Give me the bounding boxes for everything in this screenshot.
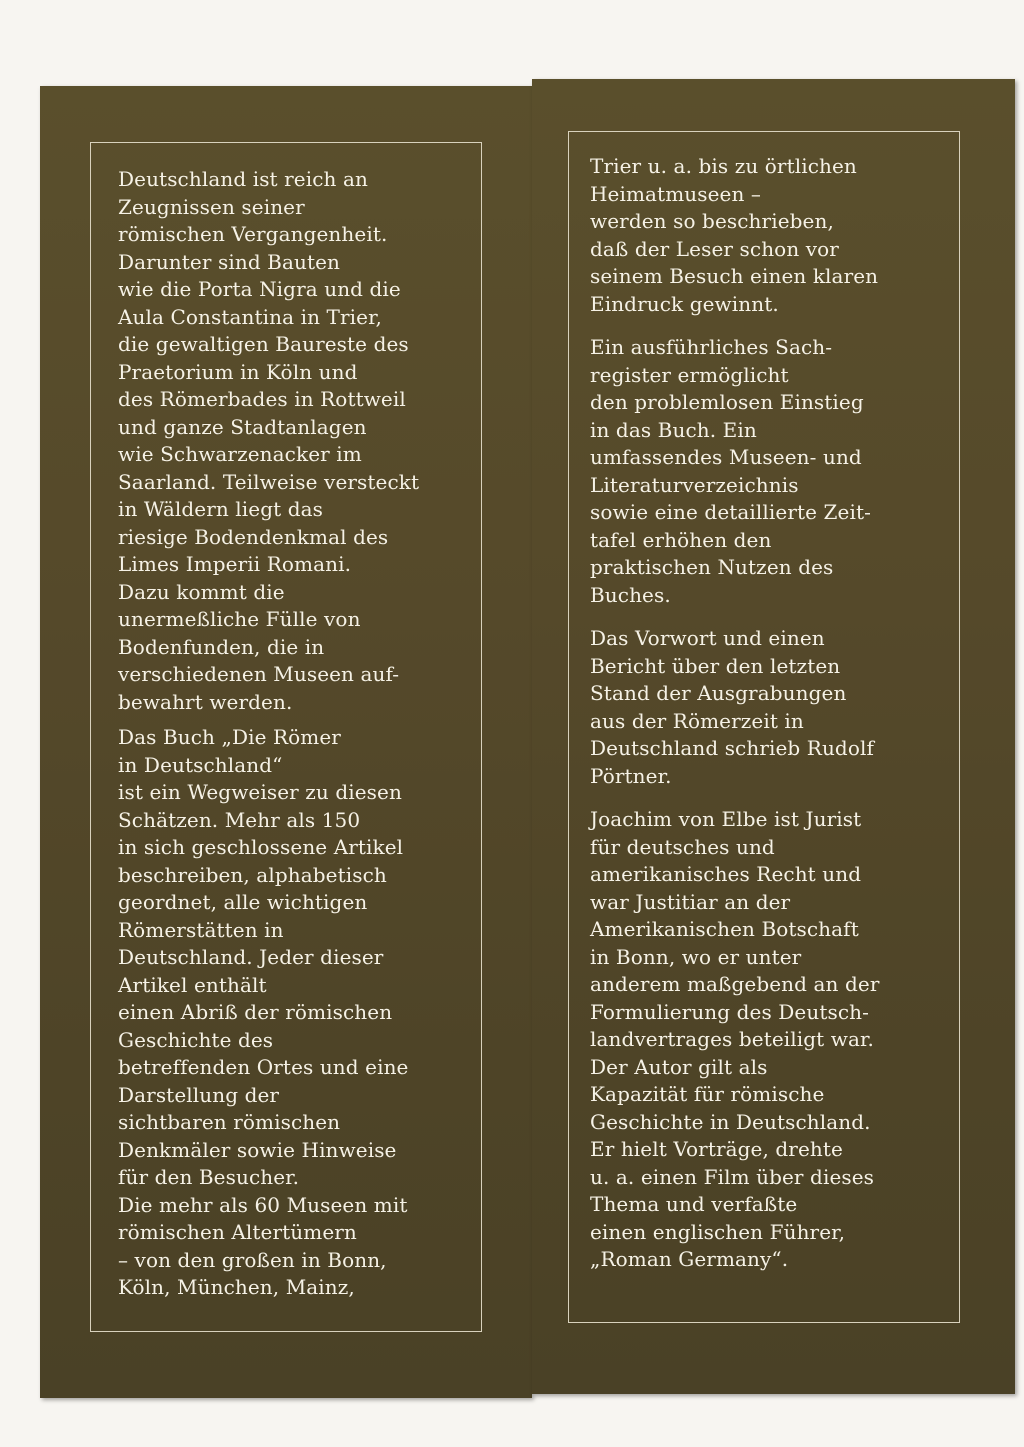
text-line: Saarland. Teilweise versteckt bbox=[118, 469, 420, 494]
text-line: in Wäldern liegt das bbox=[118, 497, 324, 521]
text-line: „Roman Germany“. bbox=[590, 1247, 789, 1271]
text-line: betreffenden Ortes und eine bbox=[118, 1055, 409, 1079]
text-line: Geschichte in Deutschland. bbox=[590, 1109, 871, 1134]
text-line: Eindruck gewinnt. bbox=[590, 291, 779, 316]
text-line: Die mehr als 60 Museen mit bbox=[118, 1192, 408, 1217]
text-line: den problemlosen Einstieg bbox=[590, 390, 864, 414]
text-line: Geschichte des bbox=[118, 1027, 274, 1052]
left-paragraph-2 bbox=[118, 724, 488, 1302]
text-line: Artikel enthält bbox=[118, 972, 267, 997]
text-line: aus der Römerzeit in bbox=[590, 708, 804, 733]
text-line: Heimatmuseen – bbox=[590, 181, 762, 206]
text-line: Stand der Ausgrabungen bbox=[590, 681, 847, 705]
text-line: ist ein Wegweiser zu diesen bbox=[118, 780, 402, 804]
text-line: in Deutschland“ bbox=[118, 752, 283, 777]
text-line: unermeßliche Fülle von bbox=[118, 607, 361, 631]
text-line: einen Abriß der römischen bbox=[118, 1000, 393, 1024]
text-line: die gewaltigen Baureste des bbox=[118, 332, 409, 356]
text-line: Er hielt Vorträge, drehte bbox=[590, 1137, 843, 1161]
text-line: Schätzen. Mehr als 150 bbox=[118, 807, 361, 832]
text-line: Der Autor gilt als bbox=[590, 1054, 768, 1079]
text-line: Trier u. a. bis zu örtlichen bbox=[590, 154, 857, 178]
text-line: wie die Porta Nigra und die bbox=[118, 277, 401, 301]
text-line: Ein ausführliches Sach- bbox=[590, 335, 833, 359]
text-line: Thema und verfaßte bbox=[590, 1192, 798, 1216]
text-line: Köln, München, Mainz, bbox=[118, 1275, 355, 1299]
text-line: anderem maßgebend an der bbox=[590, 972, 880, 996]
text-line: geordnet, alle wichtigen bbox=[118, 890, 368, 914]
right-flap-text bbox=[590, 153, 960, 1290]
right-paragraph-1 bbox=[590, 153, 960, 318]
text-line: Deutschland schrieb Rudolf bbox=[590, 736, 874, 760]
text-line: Deutschland ist reich an bbox=[118, 167, 368, 191]
text-line: für deutsches und bbox=[590, 834, 775, 859]
text-line: in Bonn, wo er unter bbox=[590, 944, 802, 969]
text-line: Aula Constantina in Trier, bbox=[118, 304, 383, 329]
text-line: Kapazität für römische bbox=[590, 1082, 825, 1106]
left-flap-panel bbox=[40, 86, 532, 1398]
right-paragraph-4 bbox=[590, 806, 960, 1274]
text-line: in sich geschlossene Artikel bbox=[118, 835, 404, 859]
text-line: seinem Besuch einen klaren bbox=[590, 264, 879, 288]
left-flap-text bbox=[118, 166, 488, 1318]
text-line: für den Besucher. bbox=[118, 1165, 300, 1189]
text-line: landvertrages beteiligt war. bbox=[590, 1027, 874, 1051]
text-line: Formulierung des Deutsch- bbox=[590, 999, 869, 1024]
text-line: Joachim von Elbe ist Jurist bbox=[590, 807, 862, 831]
text-line: tafel erhöhen den bbox=[590, 527, 772, 552]
text-line: u. a. einen Film über dieses bbox=[590, 1164, 875, 1189]
text-line: Denkmäler sowie Hinweise bbox=[118, 1137, 397, 1162]
text-line: Limes Imperii Romani. bbox=[118, 552, 352, 576]
text-line: sowie eine detaillierte Zeit- bbox=[590, 500, 871, 524]
text-line: Buches. bbox=[590, 582, 671, 607]
text-line: bewahrt werden. bbox=[118, 689, 293, 714]
text-line: register ermöglicht bbox=[590, 362, 789, 387]
text-line: sichtbaren römischen bbox=[118, 1110, 341, 1134]
text-line: Das Buch „Die Römer bbox=[118, 725, 341, 749]
text-line: Darstellung der bbox=[118, 1082, 280, 1107]
text-line: praktischen Nutzen des bbox=[590, 555, 834, 579]
text-line: Dazu kommt die bbox=[118, 579, 285, 604]
text-line: daß der Leser schon vor bbox=[590, 236, 839, 261]
text-line: Bericht über den letzten bbox=[590, 653, 841, 678]
text-line: riesige Bodendenkmal des bbox=[118, 524, 389, 549]
text-line: werden so beschrieben, bbox=[590, 209, 834, 233]
text-line: römischen Altertümern bbox=[118, 1220, 357, 1244]
text-line: Praetorium in Köln und bbox=[118, 359, 358, 384]
right-paragraph-2 bbox=[590, 334, 960, 609]
text-line: – von den großen in Bonn, bbox=[118, 1247, 387, 1272]
text-line: Römerstätten in bbox=[118, 917, 284, 942]
text-line: beschreiben, alphabetisch bbox=[118, 862, 387, 887]
text-line: Literaturverzeichnis bbox=[590, 472, 799, 497]
text-line: Amerikanischen Botschaft bbox=[590, 917, 859, 941]
right-paragraph-3 bbox=[590, 625, 960, 790]
text-line: amerikanisches Recht und bbox=[590, 862, 862, 886]
text-line: des Römerbades in Rottweil bbox=[118, 387, 406, 411]
text-line: war Justitiar an der bbox=[590, 889, 791, 914]
text-line: verschiedenen Museen auf- bbox=[118, 662, 400, 686]
text-line: Deutschland. Jeder dieser bbox=[118, 945, 384, 969]
text-line: römischen Vergangenheit. bbox=[118, 222, 388, 246]
text-line: Pörtner. bbox=[590, 763, 672, 788]
text-line: Darunter sind Bauten bbox=[118, 249, 341, 274]
text-line: und ganze Stadtanlagen bbox=[118, 414, 367, 439]
left-paragraph-1 bbox=[118, 166, 488, 716]
text-line: wie Schwarzenacker im bbox=[118, 442, 362, 466]
text-line: in das Buch. Ein bbox=[590, 417, 757, 442]
text-line: Zeugnissen seiner bbox=[118, 194, 305, 219]
text-line: Das Vorwort und einen bbox=[590, 626, 825, 650]
right-flap-panel bbox=[532, 79, 1015, 1394]
text-line: Bodenfunden, die in bbox=[118, 634, 325, 659]
text-line: einen englischen Führer, bbox=[590, 1219, 846, 1244]
text-line: umfassendes Museen- und bbox=[590, 445, 862, 469]
